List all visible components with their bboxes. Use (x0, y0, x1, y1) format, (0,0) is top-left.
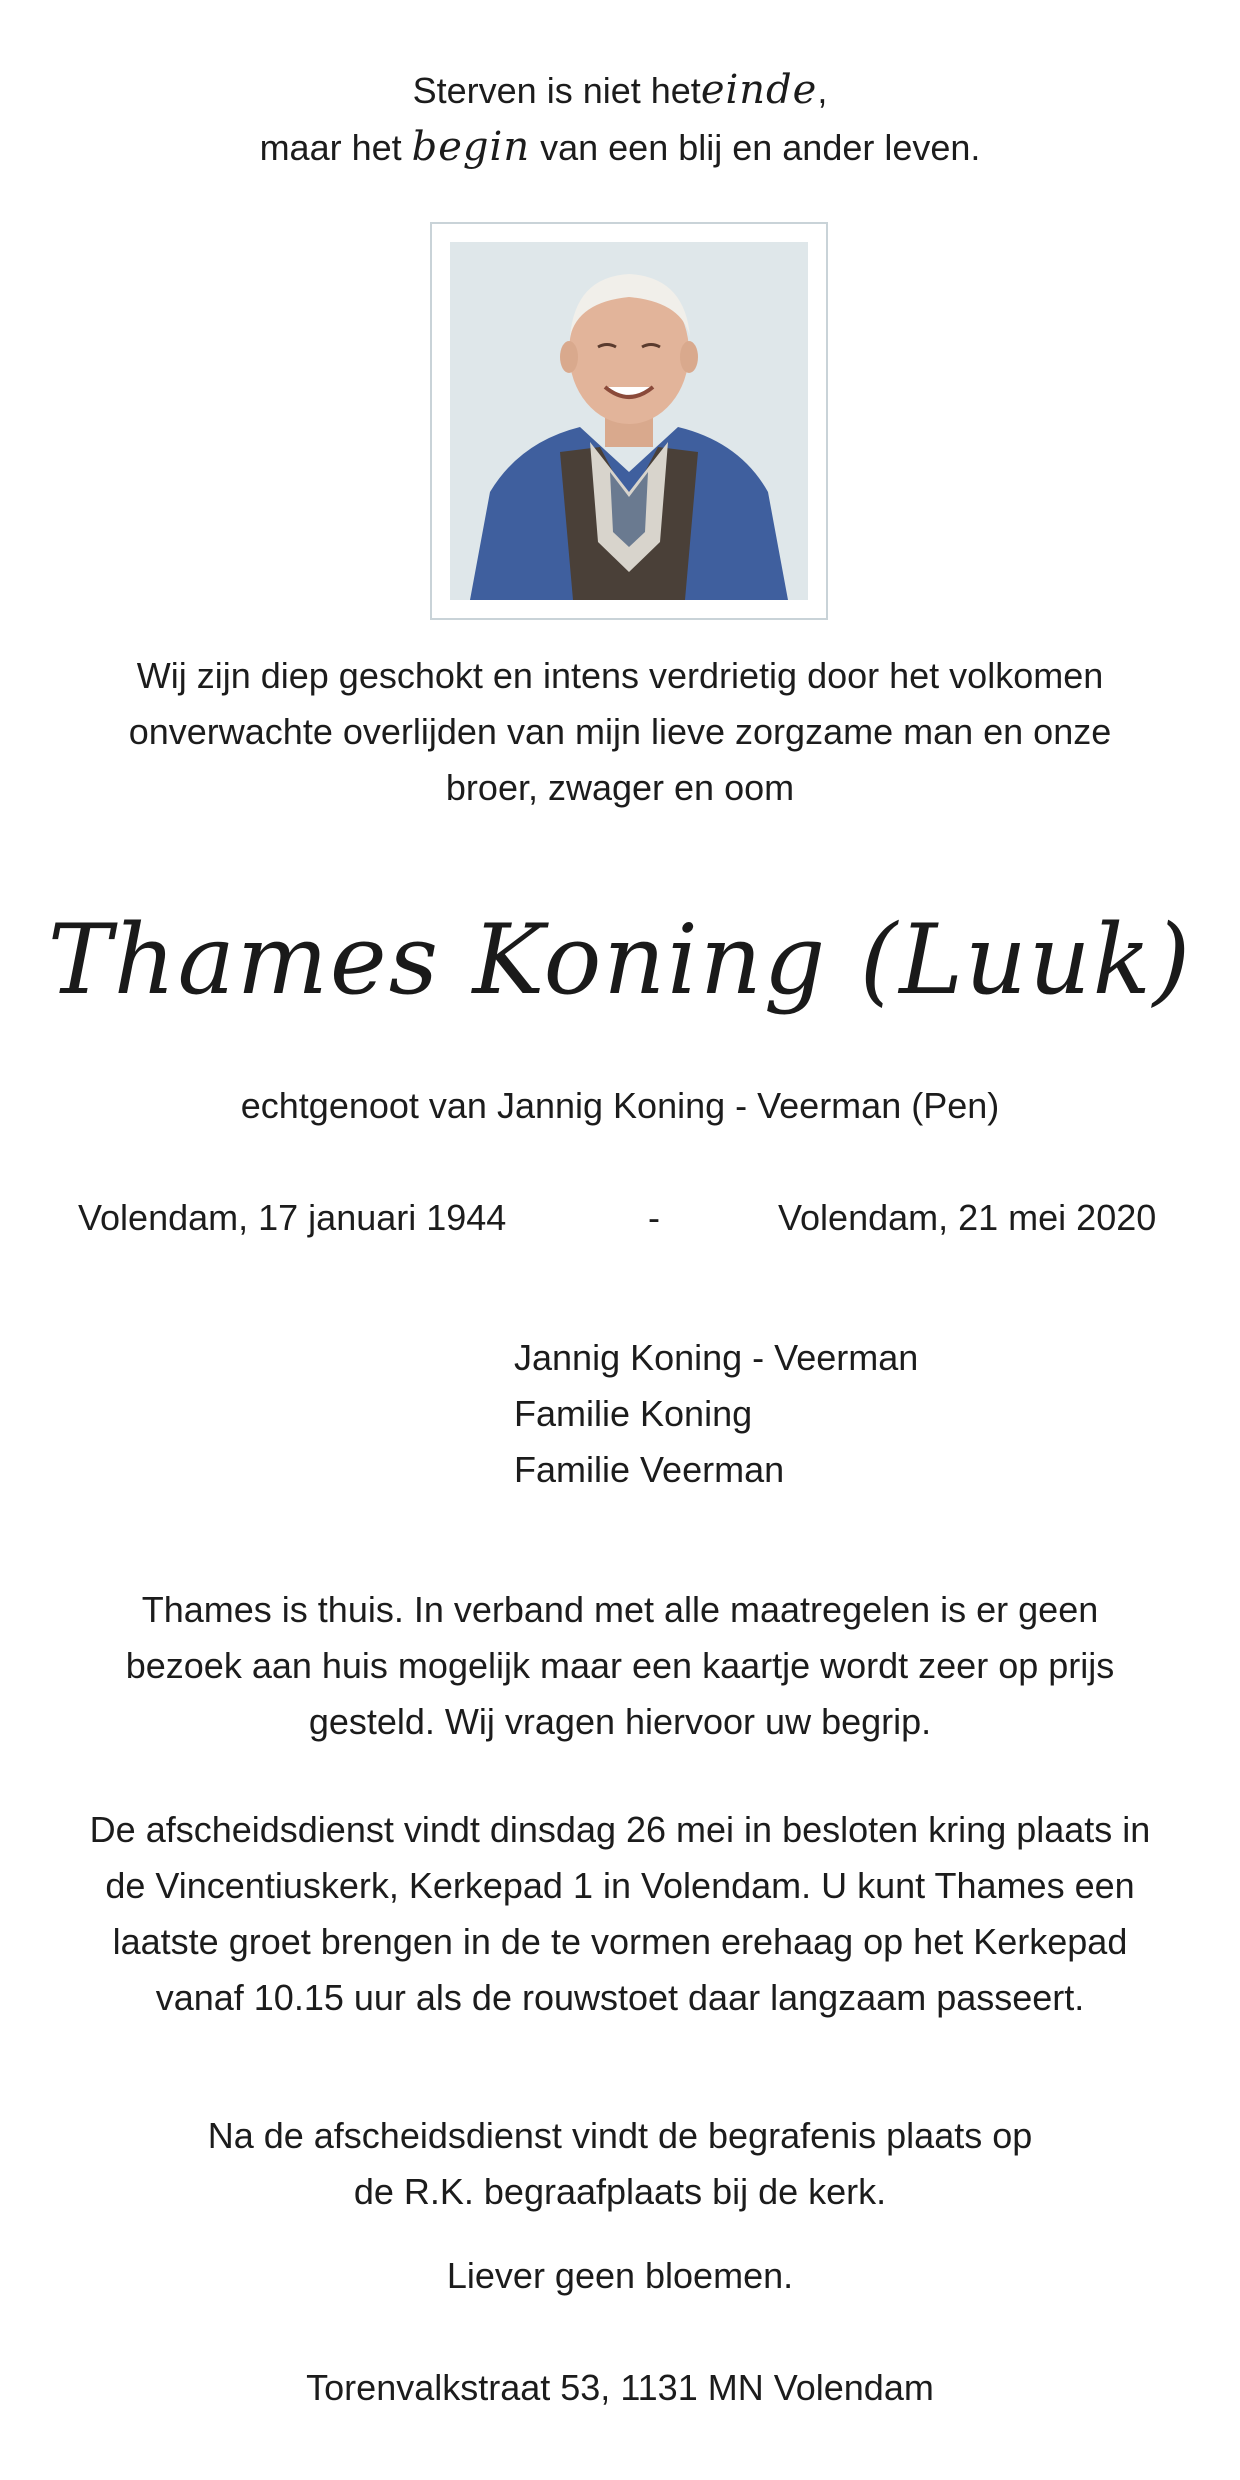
motto-text: maar het (259, 127, 402, 168)
motto-script-word: einde (700, 67, 818, 113)
family-list (514, 1330, 918, 1498)
visit-line: gesteld. Wij vragen hiervoor uw begrip. (308, 1701, 932, 1742)
service-line: de Vincentiuskerk, Kerkepad 1 in Volendam. U kunt Thames een (105, 1865, 1135, 1906)
photo-frame (430, 222, 828, 620)
deceased-name-block (0, 880, 1240, 1040)
family-member: Familie Koning (514, 1393, 753, 1434)
motto-script-word: begin (411, 124, 531, 170)
motto-text: , (817, 70, 828, 111)
family-member: Jannig Koning - Veerman (514, 1337, 919, 1378)
burial-paragraph (0, 2108, 1240, 2220)
visit-paragraph (0, 1582, 1240, 1750)
date-separator: - (648, 1197, 660, 1238)
intro-line: onverwachte overlijden van mijn lieve zorgzame man en onze (128, 711, 1112, 752)
motto-text: Sterven is niet het (412, 70, 701, 111)
intro-text (0, 648, 1240, 816)
motto-line-2 (0, 119, 1240, 176)
motto-text: van een blij en ander leven. (540, 127, 981, 168)
deceased-name: Thames Koning (Luuk) (47, 904, 1193, 1016)
burial-line: Na de afscheidsdienst vindt de begrafenis plaats op (207, 2115, 1033, 2156)
visit-line: bezoek aan huis mogelijk maar een kaartje wordt zeer op prijs (125, 1645, 1115, 1686)
dates-row (0, 1190, 1240, 1246)
address: Torenvalkstraat 53, 1131 MN Volendam (306, 2367, 934, 2408)
burial-line: de R.K. begraafplaats bij de kerk. (353, 2171, 887, 2212)
service-paragraph (0, 1802, 1240, 2026)
service-line: De afscheidsdienst vindt dinsdag 26 mei in besloten kring plaats in (89, 1809, 1151, 1850)
portrait-icon (450, 242, 808, 600)
visit-line: Thames is thuis. In verband met alle maatregelen is er geen (141, 1589, 1099, 1630)
service-line: laatste groet brengen in de te vormen erehaag op het Kerkepad (112, 1921, 1128, 1962)
death-date: Volendam, 21 mei 2020 (778, 1197, 1157, 1238)
motto (0, 62, 1240, 176)
motto-line-1 (0, 62, 1240, 119)
service-line: vanaf 10.15 uur als de rouwstoet daar langzaam passeert. (155, 1977, 1085, 2018)
family-member: Familie Veerman (514, 1449, 785, 1490)
spouse-line: echtgenoot van Jannig Koning - Veerman (Pen) (240, 1085, 1000, 1126)
intro-line: broer, zwager en oom (445, 767, 795, 808)
flowers-note: Liever geen bloemen. (446, 2255, 794, 2296)
birth-date: Volendam, 17 januari 1944 (78, 1197, 507, 1238)
intro-line: Wij zijn diep geschokt en intens verdrietig door het volkomen (136, 655, 1104, 696)
portrait-photo (450, 242, 808, 600)
